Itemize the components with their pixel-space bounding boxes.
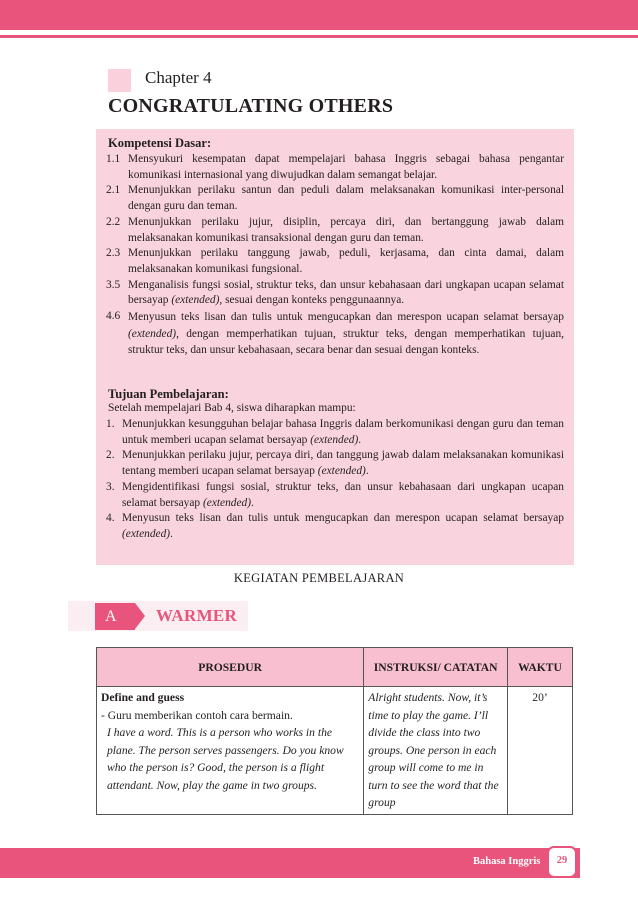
chapter-label: Chapter 4: [145, 68, 212, 87]
section-arrow-icon: [135, 603, 145, 629]
kompetensi-item: [106, 215, 564, 246]
tujuan-item: [106, 511, 564, 542]
item-text: Menganalisis fungsi sosial, struktur teks, dan unsur kebahasaan dari ungkapan ucapan selamat bersayap (extended), sesuai dengan konteks penggunaannya.: [128, 278, 564, 307]
top-rule: [0, 35, 638, 38]
kompetensi-item: [106, 278, 564, 309]
item-number: 4.6: [106, 310, 121, 323]
procedure-step: - Guru memberikan contoh cara bermain.: [101, 708, 293, 722]
table-row: [97, 687, 573, 815]
item-text: Menunjukkan perilaku jujur, percaya diri, dan tanggung jawab dalam melaksanakan komunikasi tentang memberi ucapan selamat bersayap (extended).: [122, 449, 564, 478]
tujuan-intro: Setelah mempelajari Bab 4, siswa diharapkan mampu:: [108, 402, 356, 414]
top-banner: [0, 0, 638, 30]
item-text: Menunjukkan kesungguhan belajar bahasa Inggris dalam berkomunikasi dengan guru dan teman untuk memberi ucapan selamat bersayap (extended).: [122, 418, 564, 446]
item-number: 3.: [106, 480, 115, 493]
item-text: Mengidentifikasi fungsi sosial, struktur teks, dan unsur kebahasaan dari ungkapan ucapan selamat bersayap (extended).: [122, 480, 564, 509]
cell-prosedur: [97, 687, 364, 815]
kompetensi-item: [106, 246, 564, 277]
item-text: Menunjukkan perilaku santun dan peduli dalam melaksanakan komunikasi inter-personal dengan guru dan teman.: [128, 184, 564, 213]
table-header-row: [97, 648, 573, 687]
item-number: 2.1: [106, 184, 121, 197]
tujuan-heading: Tujuan Pembelajaran:: [108, 387, 229, 401]
item-text: Menunjukkan perilaku jujur, disiplin, percaya diri, dan bertanggung jawab dalam melaksanakan komunikasi transaksional dengan guru dan teman.: [128, 215, 564, 244]
item-text: Menyusun teks lisan dan tulis untuk mengucapkan dan merespon ucapan selamat bersayap (extended), dengan memperhatikan tujuan, struktur teks, dengan memperhatikan tujuan, struktur teks, dan unsur kebahasaan, secara benar dan sesuai dengan konteks.: [128, 311, 564, 357]
item-number: 1.1: [106, 153, 121, 165]
procedure-table: [96, 647, 573, 815]
cell-instruksi: Alright students. Now, it’s time to play the game. I’ll divide the class into two groups. One person in each group will come to me in turn to see the word that the group: [364, 687, 508, 815]
tujuan-item: [106, 448, 564, 479]
item-text: Menunjukkan perilaku tanggung jawab, peduli, kerjasama, dan cinta damai, dalam melaksanakan komunikasi fungsional.: [128, 247, 564, 275]
kompetensi-list: [106, 152, 564, 359]
section-letter: A: [95, 603, 135, 630]
chapter-marker: [108, 69, 131, 92]
page-number: 29: [556, 855, 568, 866]
item-number: 2.: [106, 449, 115, 462]
procedure-example: I have a word. This is a person who works in the plane. The person serves passengers. Do you know who the person is? Good, the person is a flight attendant. Now, play the game in two groups.: [107, 726, 344, 792]
item-text: Mensyukuri kesempatan dapat mempelajari bahasa Inggris sebagai bahasa pengantar komunikasi internasional yang diwujudkan dalam semangat belajar.: [128, 153, 564, 181]
column-header-waktu: WAKTU: [508, 648, 573, 687]
chapter-title: CONGRATULATING OTHERS: [108, 95, 394, 117]
column-header-instruksi: INSTRUKSI/ CATATAN: [364, 648, 508, 687]
tujuan-item: [106, 480, 564, 511]
footer-book-title: Bahasa Inggris: [473, 856, 541, 867]
kompetensi-item: [106, 309, 564, 359]
item-number: 2.3: [106, 247, 121, 260]
item-number: 3.5: [106, 278, 121, 291]
kompetensi-heading: Kompetensi Dasar:: [108, 136, 212, 150]
item-number: 1.: [106, 418, 115, 430]
item-number: 4.: [106, 512, 115, 525]
item-number: 2.2: [106, 215, 121, 228]
cell-waktu: 20’: [508, 687, 573, 815]
kompetensi-item: [106, 152, 564, 183]
section-title: WARMER: [156, 606, 238, 625]
tujuan-item: [106, 417, 564, 448]
column-header-prosedur: PROSEDUR: [97, 648, 364, 687]
item-text: Menyusun teks lisan dan tulis untuk mengucapkan dan merespon ucapan selamat bersayap (extended).: [122, 512, 564, 540]
activity-heading: KEGIATAN PEMBELAJARAN: [233, 571, 405, 585]
kompetensi-item: [106, 183, 564, 214]
tujuan-list: [106, 417, 564, 543]
procedure-title: Define and guess: [101, 691, 185, 704]
